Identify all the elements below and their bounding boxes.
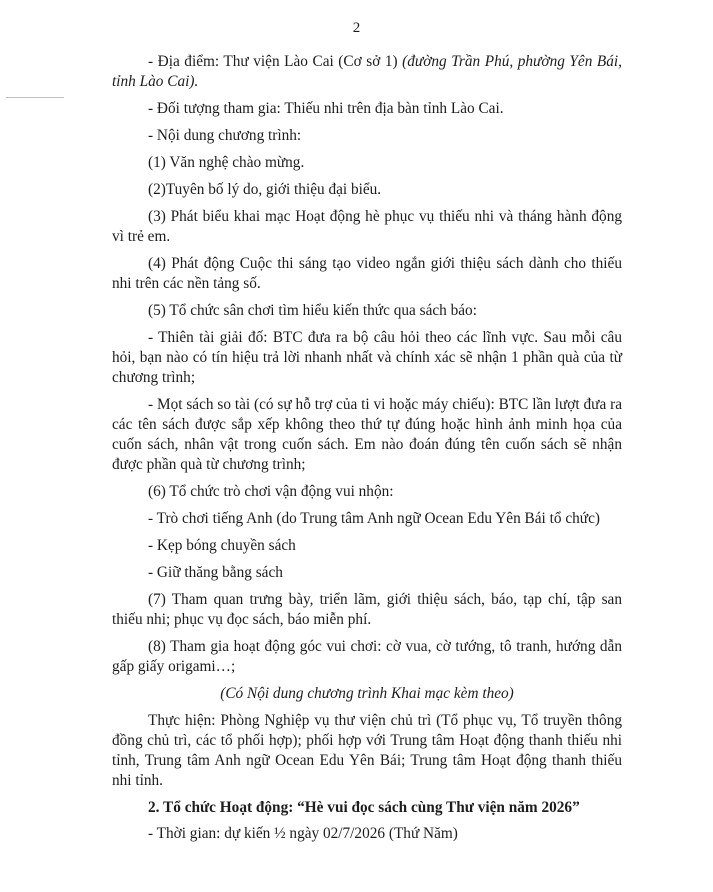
location-text: - Địa điểm: Thư viện Lào Cai (Cơ sở 1)	[148, 53, 403, 70]
section-2-heading: 2. Tổ chức Hoạt động: “Hè vui đọc sách cùng Thư viện năm 2026”	[148, 799, 580, 816]
document-body	[112, 52, 622, 844]
program-title: - Nội dung chương trình:	[148, 127, 302, 144]
program-item-6b: - Kẹp bóng chuyền sách	[148, 537, 296, 554]
implementation-paragraph: Thực hiện: Phòng Nghiệp vụ thư viện chủ trì (Tổ phục vụ, Tổ truyền thông đồng chủ trì, các tổ phối hợp); phối hợp với Trung tâm Hoạt động thanh thiếu nhi tỉnh, Trung tâm Anh ngữ Ocean Edu Yên Bái; Trung tâm Hoạt động thanh thiếu nhi tỉnh.	[112, 712, 622, 789]
program-item-3: (3) Phát biểu khai mạc Hoạt động hè phục vụ thiếu nhi và tháng hành động vì trẻ em.	[112, 208, 622, 245]
program-item-5b: - Mọt sách so tài (có sự hỗ trợ của ti vi hoặc máy chiếu): BTC lần lượt đưa ra các tên sách được sắp xếp không theo thứ tự đúng hoặc hình ảnh minh họa của cuốn sách, nhân vật trong cuốn sách. Em nào đoán đúng tên cuốn sách sẽ nhận được phần quà từ chương trình;	[112, 396, 622, 473]
program-item-7: (7) Tham quan trưng bày, triển lãm, giới thiệu sách, báo, tạp chí, tập san thiếu nhi; phục vụ đọc sách, báo miễn phí.	[112, 591, 622, 628]
program-item-2: (2)Tuyên bố lý do, giới thiệu đại biểu.	[148, 181, 382, 198]
program-item-6a: - Trò chơi tiếng Anh (do Trung tâm Anh ngữ Ocean Edu Yên Bái tổ chức)	[148, 510, 600, 527]
program-item-5a: - Thiên tài giải đố: BTC đưa ra bộ câu hỏi theo các lĩnh vực. Sau mỗi câu hỏi, bạn nào có tín hiệu trả lời nhanh nhất và chính xác sẽ nhận 1 phần quà của từ chương trình;	[112, 329, 622, 386]
audience-paragraph: - Đối tượng tham gia: Thiếu nhi trên địa bàn tỉnh Lào Cai.	[148, 100, 504, 117]
time-paragraph: - Thời gian: dự kiến ½ ngày 02/7/2026 (Thứ Năm)	[148, 825, 458, 842]
program-item-1: (1) Văn nghệ chào mừng.	[148, 154, 305, 171]
attached-note: (Có Nội dung chương trình Khai mạc kèm theo)	[220, 685, 514, 702]
page-number: 2	[352, 20, 361, 36]
program-item-4: (4) Phát động Cuộc thi sáng tạo video ngắn giới thiệu sách dành cho thiếu nhi trên các nền tảng số.	[112, 255, 622, 292]
program-item-5: (5) Tổ chức sân chơi tìm hiểu kiến thức qua sách báo:	[148, 302, 477, 319]
program-item-6c: - Giữ thăng bằng sách	[148, 564, 283, 581]
program-item-6: (6) Tổ chức trò chơi vận động vui nhộn:	[148, 483, 394, 500]
program-item-8: (8) Tham gia hoạt động góc vui chơi: cờ vua, cờ tướng, tô tranh, hướng dẫn gấp giấy origami…;	[112, 638, 622, 675]
location-address: (đường Trần Phú, phường Yên Bái, tỉnh Lào Cai).	[112, 53, 622, 90]
location-paragraph	[112, 52, 622, 92]
margin-mark	[6, 97, 64, 98]
